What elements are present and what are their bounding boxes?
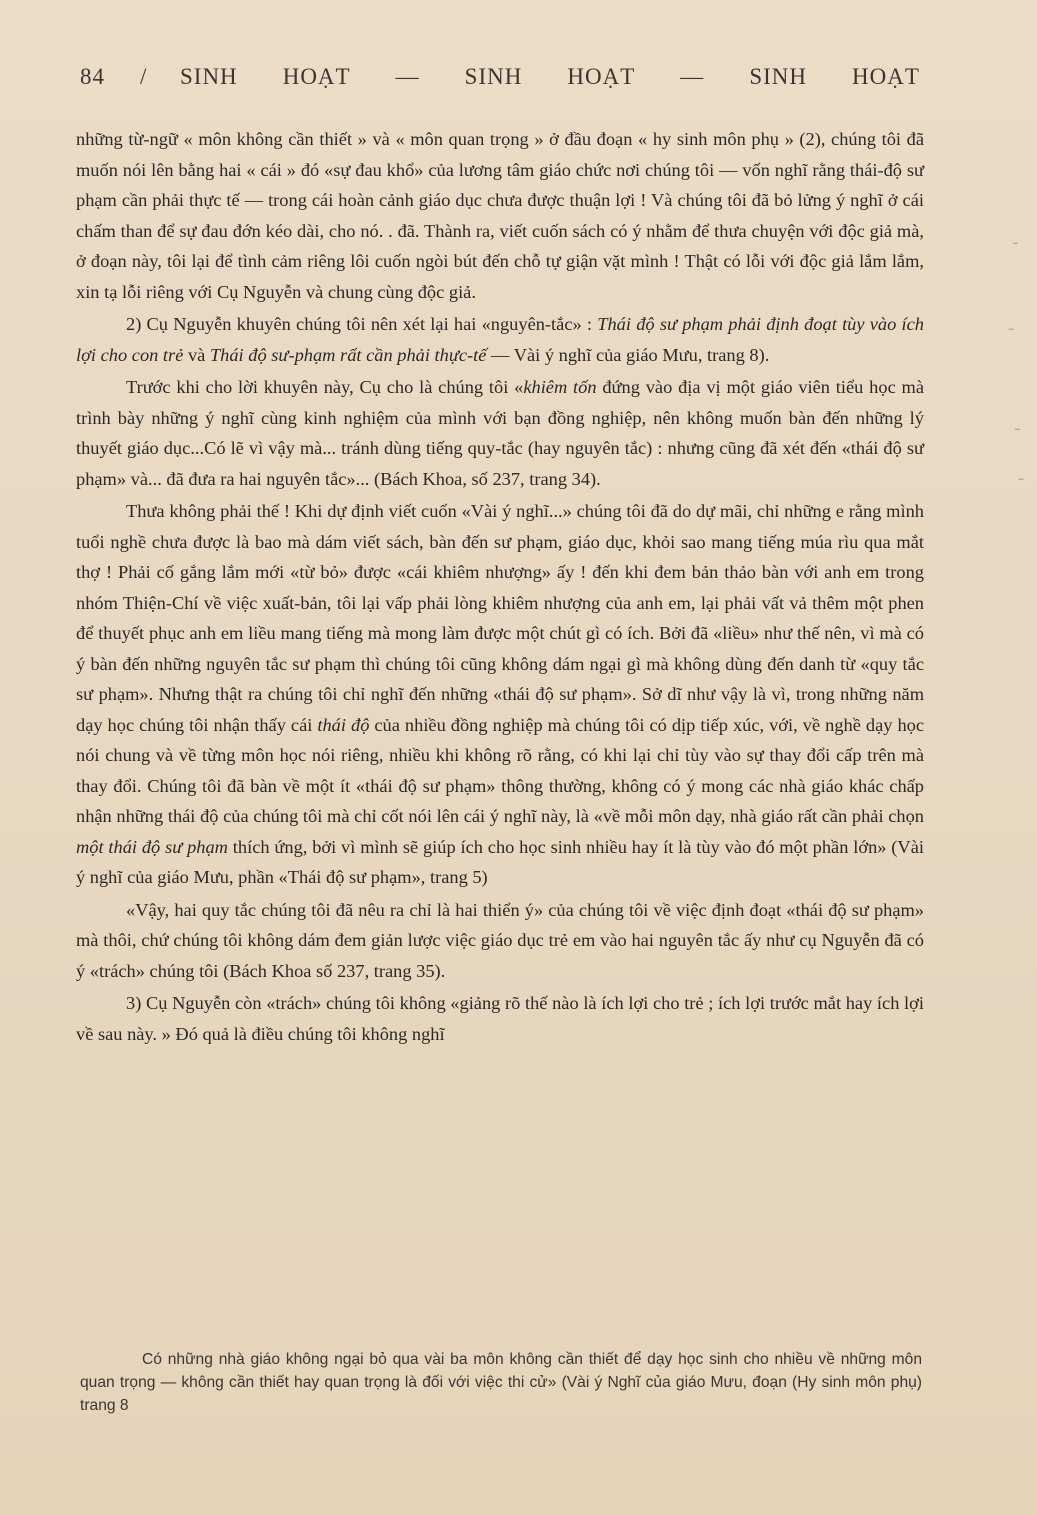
running-title-word: HOẠT: [282, 64, 351, 89]
running-title-word: HOẠT: [567, 64, 636, 89]
margin-mark: -: [1008, 318, 1015, 339]
text-run: và: [183, 344, 210, 365]
paragraph-p6: [76, 988, 924, 1049]
margin-mark: -: [1014, 418, 1021, 439]
footnote-text: Có những nhà giáo không ngại bỏ qua vài ba môn không cần thiết để dạy học sinh cho nhiều về những môn quan trọng — không cần thiết hay quan trọng là đối với việc thi cử» (Vài ý Nghĩ của giáo Mưu, đoạn (Hy sinh môn phụ) trang 8: [80, 1351, 922, 1414]
running-header: [80, 64, 920, 90]
italic-text: thái độ: [317, 714, 370, 735]
running-title-word: SINH: [180, 64, 238, 89]
running-title-word: SINH: [749, 64, 807, 89]
margin-mark: -: [1012, 232, 1019, 253]
text-run: thích ứng, bởi vì mình sẽ giúp ích cho học sinh nhiều hay ít là tùy vào đó một phần lớn» (Vài ý nghĩ của giáo Mưu, phần «Thái độ sư phạm», trang 5): [76, 836, 924, 887]
text-run: đứng vào địa vị một giáo viên tiểu học mà trình bày những ý nghĩ cùng kinh nghiệm của mình với bạn đồng nghiệp, nên không muốn bàn đến những lý thuyết giáo dục...Có lẽ vì vậy mà... tránh dùng tiếng quy-tắc (hay nguyên tắc) : nhưng cũng đã xét đến «thái độ sư phạm» và... đã đưa ra hai nguyên tắc»... (Bách Khoa, số 237, trang 34).: [76, 377, 925, 489]
paragraph-p5: [76, 895, 924, 987]
italic-text: Thái độ: [209, 344, 267, 365]
paragraph-p1: [76, 124, 924, 307]
text-run: 2) Cụ Nguyễn khuyên chúng tôi nên xét lại hai «nguyên-tắc» :: [126, 314, 598, 334]
running-title-word: SINH: [464, 64, 523, 89]
text-run: 3) Cụ Nguyễn còn «trách» chúng tôi không «giảng rõ thế nào là ích lợi cho trẻ ; ích lợi trước mắt hay ích lợi về sau này. » Đó quả là điều chúng tôi không nghĩ: [76, 993, 924, 1044]
text-run: Thưa không phải thế ! Khi dự định viết cuốn «Vài ý nghĩ...» chúng tôi đã do dự mãi, chỉ những e rằng mình tuổi nghề chưa được là bao mà dám viết sách, bàn đến sư phạm, giáo dục, khỏi sao mang tiếng múa rìu qua mắt thợ ! Phải cố gắng lắm mới «từ bỏ» được «cái khiêm nhượng» ấy ! đến khi đem bản thảo bàn với anh em trong nhóm Thiện-Chí về việc xuất-bản, tôi lại vấp phải lòng khiêm nhượng của anh em, lại phải vất vả thêm một phen để thuyết phục anh em liều mang tiếng mà mong làm được một chút gì có ích. Bởi đã «liều» như thế nên, vì mà có ý bàn đến những nguyên tắc sư phạm thì chúng tôi cũng không dám ngại gì mà không dùng đến danh từ «quy tắc sư phạm». Nhưng thật ra chúng tôi chỉ nghĩ đến những «thái độ sư phạm». Sở dĩ như vậy là vì, trong những năm dạy học chúng tôi nhận thấy cái: [76, 501, 924, 735]
body-text: [76, 124, 924, 1049]
paragraph-p4: [76, 496, 924, 893]
italic-text: Thái độ sư phạm phải định đoạt tùy vào ích lợi cho con trẻ: [76, 314, 924, 365]
footnote: [80, 1348, 922, 1417]
text-run: những từ-ngữ « môn không cần thiết » và « môn quan trọng » ở đầu đoạn « hy sinh môn phụ » (2), chúng tôi đã muốn nói lên bằng hai « cái » đó «sự đau khổ» của lương tâm giáo chức nơi chúng tôi — vốn nghĩ rằng thái-độ sư phạm cần phải thực tế — trong cái hoàn cảnh giáo dục chưa được thuận lợi ! Và chúng tôi đã bỏ lửng ý nghĩ ở cái chấm than để sự đau đớn kéo dài, cho nó. . đã. Thành ra, viết cuốn sách có ý nhằm để thưa chuyện với độc giả mà, ở đoạn này, tôi lại để tình cảm riêng lôi cuốn ngòi bút đến chỗ tự giận vặt mình ! Thật có lỗi với độc giả lắm lắm, xin tạ lỗi riêng với Cụ Nguyễn và chung cùng độc giả.: [76, 129, 924, 302]
italic-text: khiêm tốn: [523, 377, 597, 397]
running-title-dash: —: [395, 64, 420, 89]
running-title-dash: —: [680, 64, 705, 89]
text-run: Trước khi cho lời khuyên này, Cụ cho là chúng tôi «: [126, 377, 524, 397]
margin-mark: -: [1018, 468, 1025, 489]
running-title-word: HOẠT: [852, 64, 920, 89]
running-title: [180, 64, 920, 90]
header-separator: /: [140, 64, 148, 89]
page-number: 84: [80, 64, 105, 89]
text-run: của nhiều đồng nghiệp mà chúng tôi có dịp tiếp xúc, với, về nghề dạy học nói chung và về từng môn học nói riêng, nhiều khi không rõ rằng, có khi lại chỉ tùy vào sự thay đổi cấp trên mà thay đổi. Chúng tôi đã bàn về một ít «thái độ sư phạm» thông thường, không có ý mong các nhà giáo khác chấp nhận những thái độ của chúng tôi mà chỉ cốt nói lên cái ý nghĩ này, là «về mỗi môn dạy, nhà giáo rất cần phải chọn: [76, 714, 924, 826]
paragraph-p3: [76, 372, 924, 494]
text-run: «Vậy, hai quy tắc chúng tôi đã nêu ra chỉ là hai thiển ý» của chúng tôi về việc định đoạt «thái độ sư phạm» mà thôi, chứ chúng tôi không dám đem giản lược việc giáo dục trẻ em vào hai nguyên tắc ấy như cụ Nguyễn đã có ý «trách» chúng tôi (Bách Khoa số 237, trang 35).: [76, 899, 924, 981]
italic-text: sư-phạm rất cần phải thực-tế: [271, 344, 487, 365]
paragraph-p2: [76, 309, 924, 370]
text-run: — Vài ý nghĩ của giáo Mưu, trang 8).: [486, 344, 770, 365]
italic-text: một thái độ sư phạm: [76, 836, 228, 857]
